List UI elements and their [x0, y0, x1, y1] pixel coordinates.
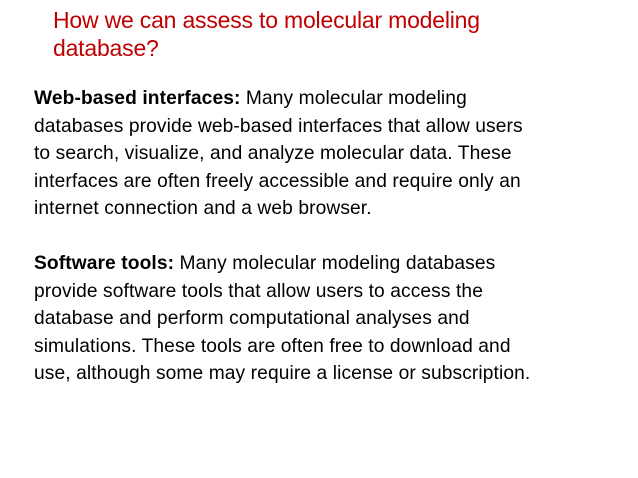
paragraph-software-tools-text: Many molecular modeling databases provide software tools that allow users to access the database and perform computational analyses and simulations. These tools are often free to download and use, although some may require a license or subscription. [34, 253, 531, 384]
paragraph-web-based-interfaces-text: Many molecular modeling databases provide web-based interfaces that allow users to search, visualize, and analyze molecular data. These interfaces are often freely accessible and require only an internet connection and a web browser. [34, 88, 523, 219]
slide-title: How we can assess to molecular modeling database? [53, 7, 480, 61]
term-software-tools: Software tools: [34, 253, 175, 274]
slide-body [34, 85, 624, 388]
term-web-based-interfaces: Web-based interfaces: [34, 88, 241, 109]
paragraph-web-based-interfaces [34, 85, 624, 223]
paragraph-software-tools [34, 250, 624, 388]
